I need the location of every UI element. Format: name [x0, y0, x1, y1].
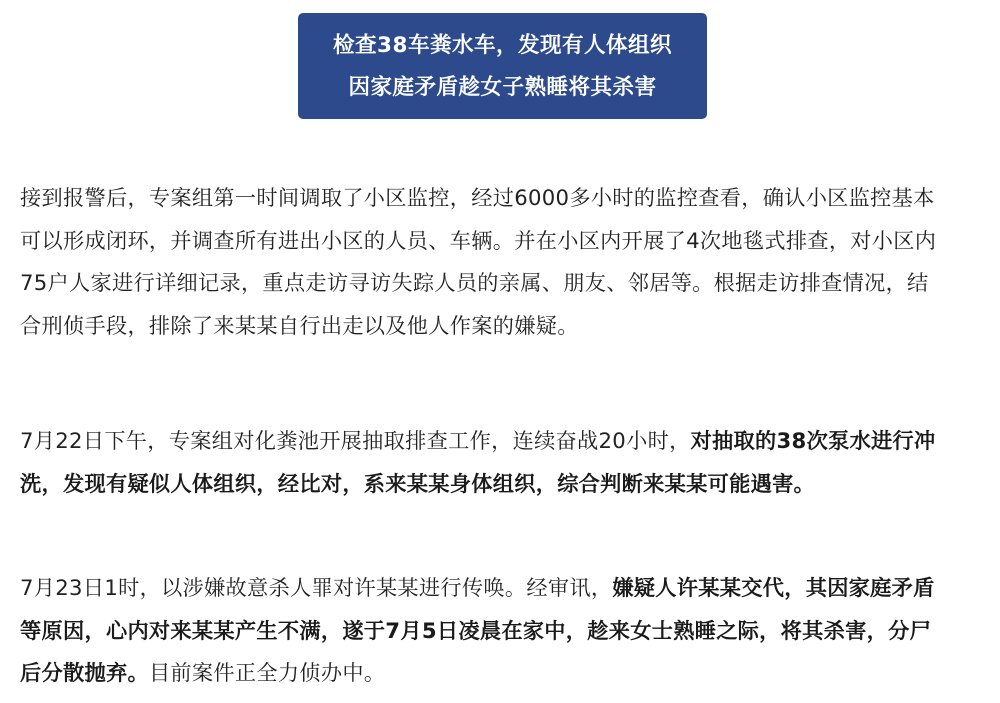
paragraph-2-line-1 [20, 420, 982, 463]
paragraph-3-line-3-bold: 后分散抛弃。 [20, 660, 149, 685]
paragraph-3-line-2 [20, 610, 982, 653]
paragraph-2-line-2-bold: 洗，发现有疑似人体组织，经比对，系来某某身体组织，综合判断来某某可能遇害。 [20, 470, 816, 496]
paragraph-1-line-4: 合刑侦手段，排除了来某某自行出走以及他人作案的嫌疑。 [20, 312, 579, 338]
paragraph-1-line-3: 75户人家进行详细记录，重点走访寻访失踪人员的亲属、朋友、邻居等。根据走访排查情况，结 [20, 270, 929, 295]
paragraph-3-line-1-bold: 嫌疑人许某某交代，其因家庭矛盾 [612, 575, 935, 600]
paragraph-1-line-2: 可以形成闭环，并调查所有进出小区的人员、车辆。并在小区内开展了4次地毯式排查，对小区内 [20, 227, 937, 253]
paragraph-1 [20, 177, 982, 347]
paragraph-2 [20, 420, 982, 505]
paragraph-1-line-1: 接到报警后，专案组第一时间调取了小区监控，经过6000多小时的监控查看，确认小区监控基本 [20, 185, 935, 210]
paragraph-3-line-3-plain: 目前案件正全力侦办中。 [148, 660, 386, 685]
paragraph-3-line-3 [20, 652, 982, 695]
headline-line-2: 因家庭矛盾趁女子熟睡将其杀害 [348, 75, 657, 100]
headline-line-1: 检查38车粪水车，发现有人体组织 [333, 33, 672, 58]
paragraph-3-line-1 [20, 567, 982, 610]
paragraph-2-line-2 [20, 463, 982, 506]
paragraph-3-line-1-plain: 7月23日1时，以涉嫌故意杀人罪对许某某进行传唤。经审讯， [20, 575, 613, 600]
paragraph-2-line-1-bold: 对抽取的38次泵水进行冲 [690, 428, 936, 453]
headline-banner [298, 13, 707, 119]
paragraph-3 [20, 567, 982, 695]
paragraph-2-line-1-plain: 7月22日下午，专案组对化粪池开展抽取排查工作，连续奋战20小时， [20, 428, 691, 453]
paragraph-3-line-2-bold: 等原因，心内对来某某产生不满，遂于7月5日凌晨在家中，趁来女士熟睡之际，将其杀害，分尸 [20, 617, 932, 643]
